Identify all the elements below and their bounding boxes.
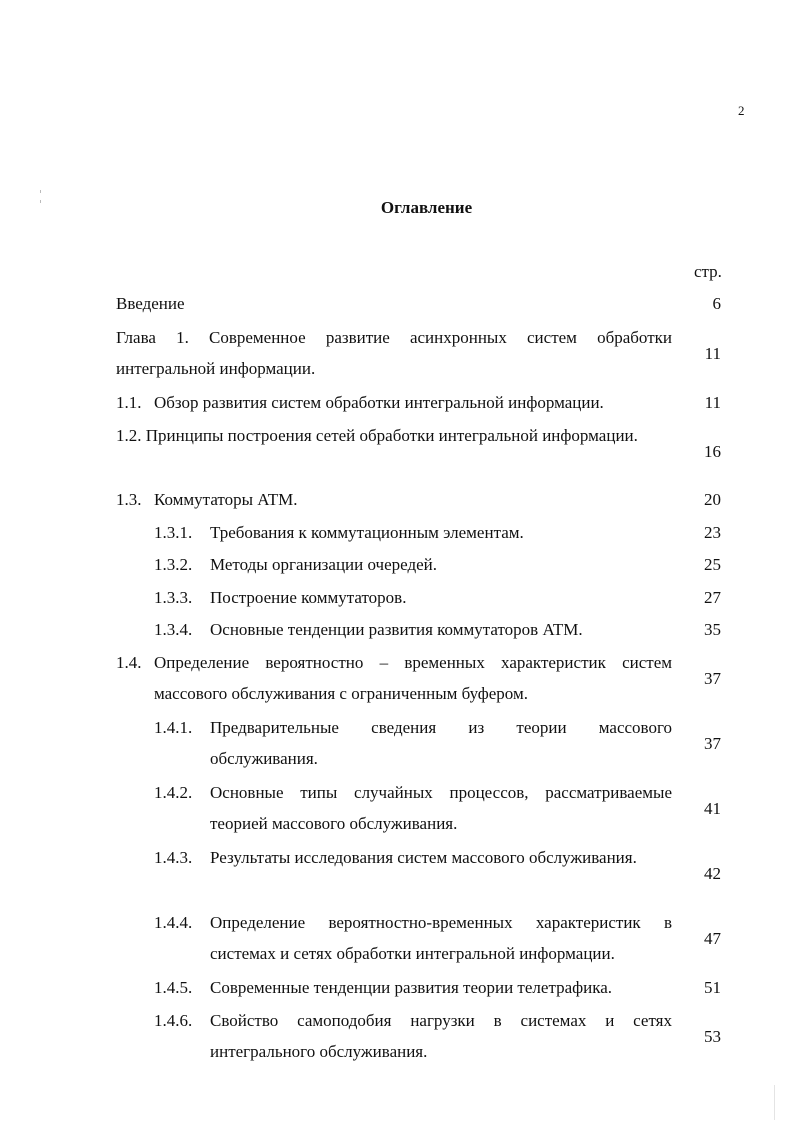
toc-entry-number: 1.3. — [116, 490, 142, 509]
toc-entry-number: 1.4.2. — [154, 783, 193, 802]
toc-entry-number: 1.2. — [116, 426, 142, 445]
toc-entry-number: 1.4.4. — [154, 913, 193, 932]
toc-entry-page: 51 — [704, 978, 721, 997]
toc-entry-page: 11 — [704, 344, 721, 363]
toc-entry-page: 6 — [712, 294, 721, 313]
toc-entry-text: Современные тенденции развития теории телетрафика. — [210, 978, 613, 997]
toc-entry-page: 20 — [704, 490, 721, 509]
toc-entry-text: Определение вероятностно – временных характеристик систем массового обслуживания с ограниченным буфером. — [154, 653, 672, 703]
toc-entry-text: Основные тенденции развития коммутаторов ATM. — [210, 620, 583, 639]
toc-entry-page: 16 — [704, 442, 721, 461]
toc-entry-text: Построение коммутаторов. — [210, 588, 407, 607]
toc-entry-text: Свойство самоподобия нагрузки в системах и сетях интегрального обслуживания. — [210, 1011, 672, 1061]
toc-entry-number: 1.4.3. — [154, 848, 193, 867]
toc-entry-number: 1.3.2. — [154, 555, 193, 574]
toc-entry-text: Определение вероятностно-временных характеристик в системах и сетях обработки интегральной информации. — [210, 913, 672, 963]
toc-entry-page: 23 — [704, 523, 721, 542]
toc-entry-page: 37 — [704, 734, 721, 753]
toc-entry-number: 1.4.5. — [154, 978, 193, 997]
toc-entry-text: Введение — [116, 294, 185, 313]
toc-entry-text: Предварительные сведения из теории массового обслуживания. — [210, 718, 672, 768]
toc-entry-page: 37 — [704, 669, 721, 688]
toc-entry-page: 35 — [704, 620, 721, 639]
toc-entry-page: 42 — [704, 864, 721, 883]
toc-entry-number: 1.3.1. — [154, 523, 193, 542]
toc-entry-number: 1.4. — [116, 653, 142, 672]
toc-entry-number: 1.4.6. — [154, 1011, 193, 1030]
toc-entry-text: Глава 1. Современное развитие асинхронных систем обработки интегральной информации. — [116, 328, 672, 378]
scan-speck — [774, 1085, 775, 1120]
toc-entry-number: 1.4.1. — [154, 718, 193, 737]
toc-entry-page: 53 — [704, 1027, 721, 1046]
toc-entry-text: Основные типы случайных процессов, рассматриваемые теорией массового обслуживания. — [210, 783, 672, 833]
toc-title: Оглавление — [380, 198, 473, 217]
toc-entry-page: 27 — [704, 588, 721, 607]
toc-entry-page: 11 — [704, 393, 721, 412]
toc-entry-page: 25 — [704, 555, 721, 574]
toc-entry-text — [116, 420, 672, 451]
toc-entry-text-inner: Принципы построения сетей обработки интегральной информации. — [145, 426, 638, 445]
toc-entry-number: 1.3.3. — [154, 588, 193, 607]
toc-entry-page: 41 — [704, 799, 721, 818]
scan-speck — [40, 190, 41, 193]
toc-entry-number: 1.3.4. — [154, 620, 193, 639]
toc-entry-text: Требования к коммутационным элементам. — [210, 523, 524, 542]
toc-entry-text: Методы организации очередей. — [210, 555, 438, 574]
toc-entry-text: Обзор развития систем обработки интегральной информации. — [154, 393, 604, 412]
page-column-header: стр. — [694, 262, 722, 281]
toc-entry-text: Коммутаторы ATM. — [154, 490, 298, 509]
toc-entry-number: 1.1. — [116, 393, 142, 412]
page-number: 2 — [738, 103, 745, 118]
toc-entry-text: Результаты исследования систем массового обслуживания. — [210, 848, 637, 867]
scan-speck — [40, 200, 41, 203]
toc-entry-page: 47 — [704, 929, 721, 948]
